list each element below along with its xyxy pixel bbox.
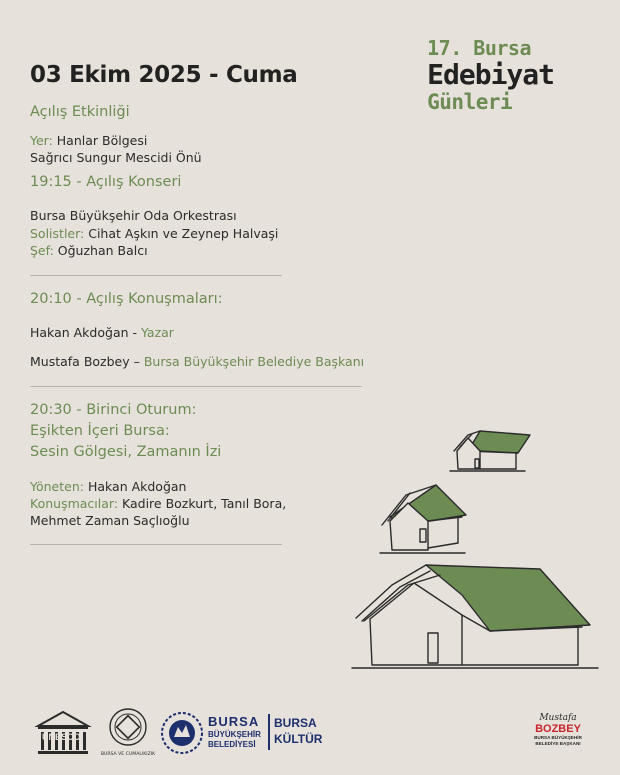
place-label: Yer:	[30, 133, 53, 148]
large-house-icon	[352, 565, 598, 668]
mayor-sub-2: BELEDİYE BAŞKANI	[535, 741, 581, 746]
speeches-title: 20:10 - Açılış Konuşmaları:	[30, 291, 223, 307]
soloists-value: Cihat Aşkın ve Zeynep Halvaşi	[88, 226, 279, 241]
divider-2	[30, 386, 362, 387]
mayor-name: BOZBEY	[535, 723, 581, 735]
heritage-logo	[96, 705, 160, 763]
speakers-label: Konuşmacılar:	[30, 496, 119, 511]
festival-line-2: Edebiyat	[427, 58, 554, 91]
festival-line-1: 17. Bursa	[427, 36, 532, 60]
bbb-sub-2: BELEDİYESİ	[208, 740, 256, 749]
festival-title	[427, 36, 554, 114]
moderator-value: Hakan Akdoğan	[87, 479, 187, 494]
divider-1	[30, 275, 282, 276]
kultur-line-2: KÜLTÜR	[274, 732, 323, 746]
bbb-star-emblem-icon	[160, 709, 204, 757]
concert-orchestra: Bursa Büyükşehir Oda Orkestrası	[30, 208, 237, 223]
speaker-1	[30, 323, 174, 342]
small-house-icon	[450, 431, 530, 471]
speaker-1-role: Yazar	[141, 325, 174, 340]
mayor-logo	[526, 713, 590, 747]
kultur-line-1: BURSA	[274, 716, 317, 730]
soloists-label: Solistler:	[30, 226, 85, 241]
concert-title: 19:15 - Açılış Konseri	[30, 174, 182, 190]
session-title-1: 20:30 - Birinci Oturum:	[30, 402, 197, 418]
houses-illustration	[350, 425, 600, 670]
middle-house-icon	[380, 485, 466, 553]
conductor-value: Oğuzhan Balcı	[57, 243, 148, 258]
bbb-sub-1: BÜYÜKŞEHİR	[208, 730, 261, 739]
opening-title: Açılış Etkinliği	[30, 104, 130, 120]
logo-divider	[268, 714, 270, 750]
speaker-2-role: Bursa Büyükşehir Belediye Başkanı	[143, 354, 365, 369]
bbb-title: BURSA	[208, 714, 260, 729]
session-title-2: Eşikten İçeri Bursa:	[30, 423, 170, 439]
opening-place-line2: Sağrıcı Sungur Mescidi Önü	[30, 150, 202, 165]
unesco-label: UNESCO	[42, 732, 81, 742]
heritage-label: BURSA VE CUMALIKIZIK	[100, 752, 156, 757]
festival-line-3: Günleri	[427, 90, 513, 114]
mayor-script: Mustafa	[539, 713, 577, 723]
speaker-2	[30, 352, 364, 371]
moderator-label: Yöneten:	[30, 479, 84, 494]
bbb-emblem	[160, 709, 204, 757]
speaker-2-name: Mustafa Bozbey –	[30, 354, 140, 369]
concert-conductor	[30, 241, 148, 260]
conductor-label: Şef:	[30, 243, 54, 258]
unesco-logo	[34, 710, 92, 758]
event-date: 03 Ekim 2025 - Cuma	[30, 62, 298, 88]
place-value: Hanlar Bölgesi	[56, 133, 148, 148]
mayor-sub-1: BURSA BÜYÜKŞEHİR	[534, 735, 582, 740]
session-speakers-line2: Mehmet Zaman Saçlıoğlu	[30, 513, 190, 528]
speaker-1-name: Hakan Akdoğan -	[30, 325, 138, 340]
speakers-value: Kadire Bozkurt, Tanıl Bora,	[122, 496, 287, 511]
session-title-3: Sesin Gölgesi, Zamanın İzi	[30, 444, 222, 460]
divider-3	[30, 544, 282, 545]
heritage-emblem-icon	[96, 705, 160, 751]
